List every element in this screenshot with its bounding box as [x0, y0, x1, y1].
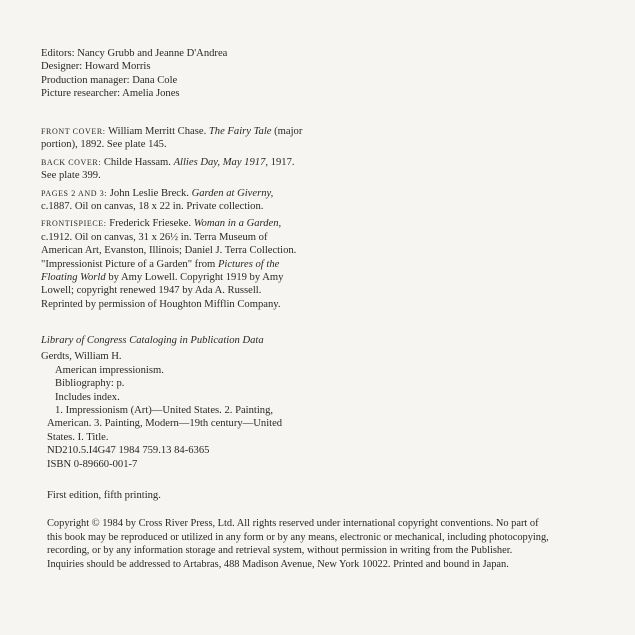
front-cover-line: FRONT COVER: William Merritt Chase. The Fairy Tale (major — [41, 126, 303, 137]
cip-heading: Library of Congress Cataloging in Publication Data — [41, 335, 264, 346]
credit-line: Designer: Howard Morris — [41, 61, 151, 73]
cip-line: 1. Impressionism (Art)—United States. 2. Painting, — [55, 405, 274, 417]
frontispiece-label: FRONTISPIECE: — [41, 219, 107, 229]
credit-line: Editors: Nancy Grubb and Jeanne D'Andrea — [41, 48, 228, 59]
credit-line: Picture researcher: Amelia Jones — [41, 88, 180, 100]
poem-credit-line: Floating World by Amy Lowell. Copyright 1919 by Amy — [41, 272, 284, 284]
cip-line: Bibliography: p. — [55, 378, 125, 390]
back-cover-line: See plate 399. — [41, 170, 101, 182]
copyright-line: Inquiries should be addressed to Artabras, 488 Madison Avenue, New York 10022. Printed and bound in Japan. — [47, 558, 509, 570]
copyright-notice — [47, 517, 632, 571]
front-cover-line: portion), 1892. See plate 145. — [41, 139, 167, 151]
image-credits-block — [41, 125, 302, 311]
credit-line: Production manager: Dana Cole — [41, 74, 178, 86]
pages-label: PAGES 2 AND 3: — [41, 188, 108, 198]
frontispiece-line: FRONTISPIECE: Frederick Frieseke. Woman in a Garden, — [41, 218, 282, 230]
credits-block — [41, 47, 227, 101]
back-cover-line: BACK COVER: Childe Hassam. Allies Day, May 1917, 1917. — [41, 156, 295, 168]
pages-line: c.1887. Oil on canvas, 18 x 22 in. Private collection. — [41, 201, 264, 213]
cip-line: ISBN 0-89660-001-7 — [47, 458, 138, 470]
frontispiece-line: c.1912. Oil on canvas, 31 x 26½ in. Terra Museum of — [41, 231, 268, 243]
cip-line: American impressionism. — [55, 364, 164, 376]
edition-note: First edition, fifth printing. — [47, 490, 161, 501]
cataloging-data-block — [41, 334, 282, 471]
poem-credit-line: Lowell; copyright renewed 1947 by Ada A. Russell. — [41, 285, 262, 297]
copyright-line: Copyright © 1984 by Cross River Press, Ltd. All rights reserved under international copyright conventions. No part of — [47, 518, 539, 529]
cip-line: ND210.5.I4G47 1984 759.13 84-6365 — [47, 445, 210, 457]
cip-line: Includes index. — [55, 391, 120, 403]
front-cover-label: FRONT COVER: — [41, 127, 106, 136]
back-cover-label: BACK COVER: — [41, 157, 102, 167]
cip-line: Gerdts, William H. — [41, 351, 122, 363]
copyright-line: recording, or by any information storage and retrieval system, without permission in writing from the Publisher. — [47, 545, 513, 557]
pages-line: PAGES 2 AND 3: John Leslie Breck. Garden at Giverny, — [41, 187, 274, 199]
poem-credit-line: Reprinted by permission of Houghton Mifflin Company. — [41, 298, 281, 310]
cip-line: American. 3. Painting, Modern—19th century—United — [47, 418, 283, 430]
poem-credit-line: "Impressionist Picture of a Garden" from Pictures of the — [41, 258, 280, 270]
frontispiece-line: American Art, Evanston, Illinois; Daniel J. Terra Collection. — [41, 245, 297, 257]
cip-line: States. I. Title. — [47, 431, 109, 443]
copyright-line: this book may be reproduced or utilized in any form or by any means, electronic or mechanical, including photocopying, — [47, 531, 549, 543]
